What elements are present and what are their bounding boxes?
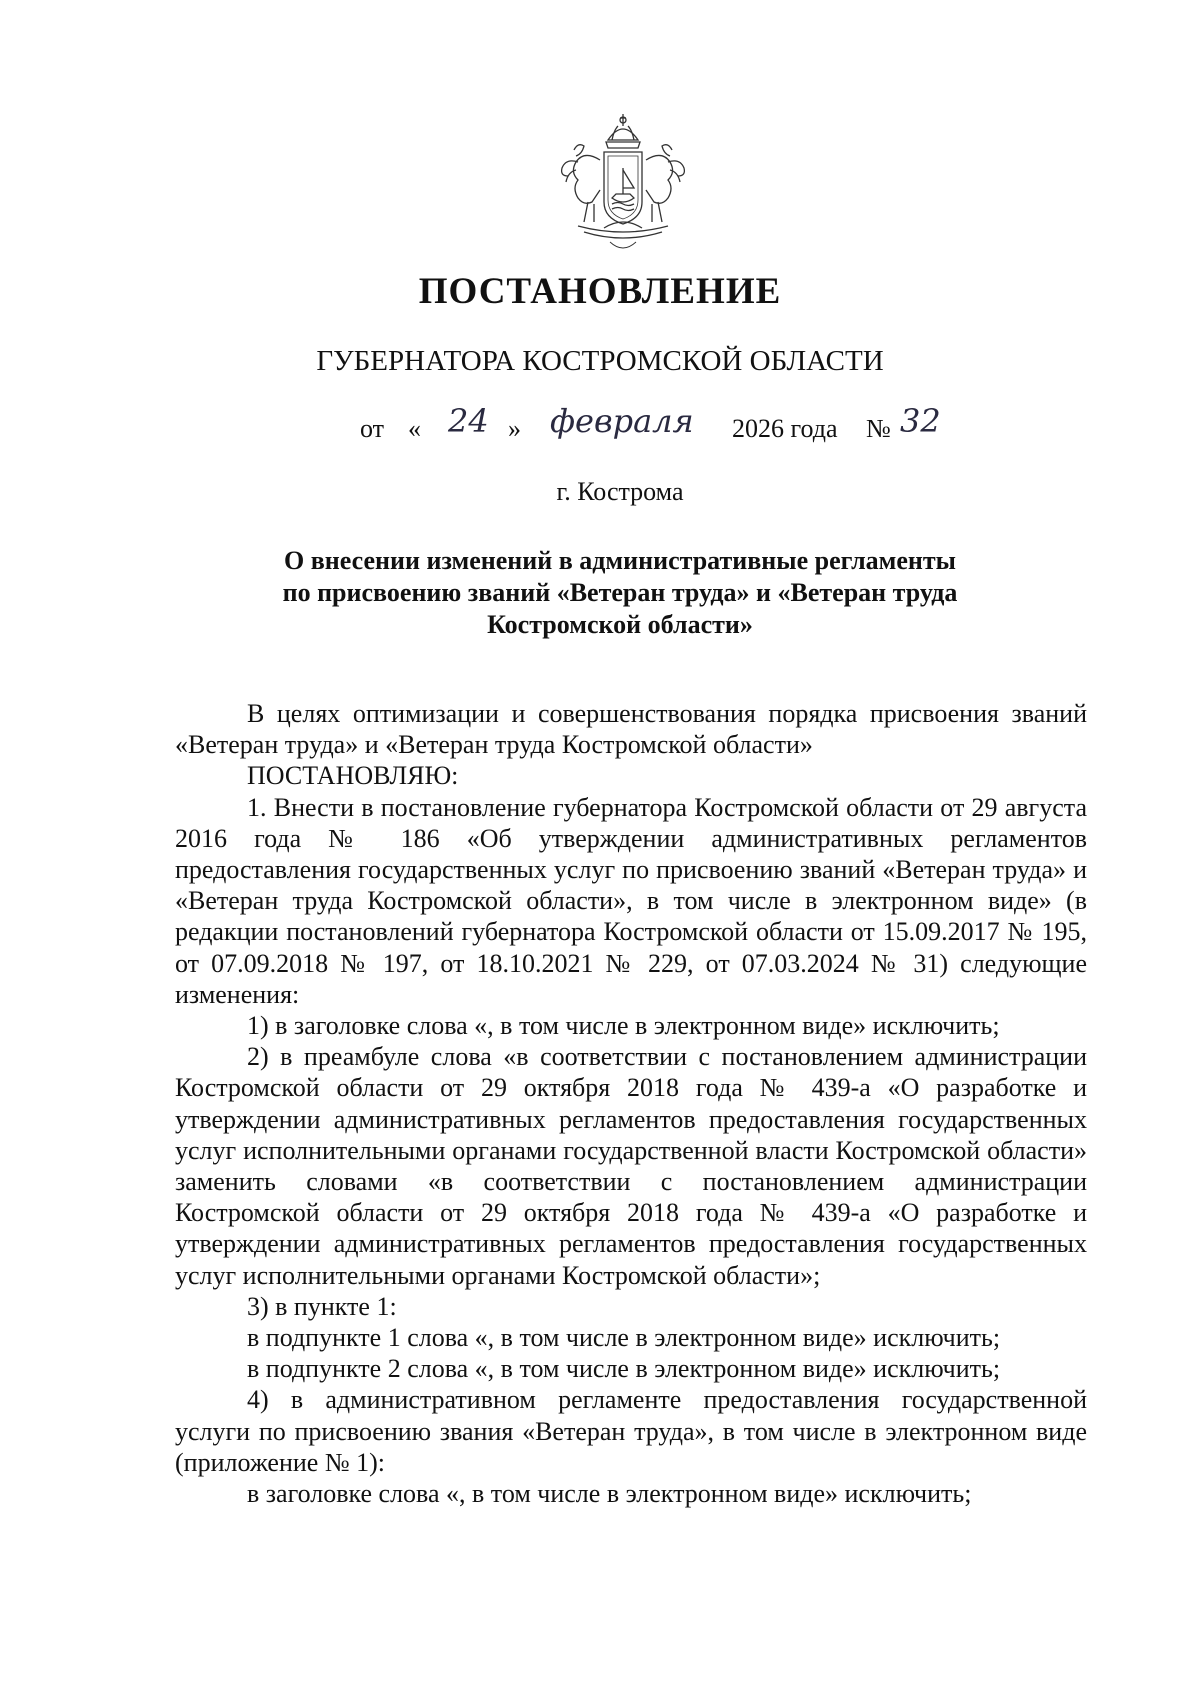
title-line: О внесении изменений в административные регламенты <box>284 546 956 575</box>
issuing-authority: ГУБЕРНАТОРА КОСТРОМСКОЙ ОБЛАСТИ <box>316 345 884 377</box>
date-close-quote: » <box>508 414 521 443</box>
kostroma-coat-of-arms-icon <box>548 110 698 260</box>
subclause-3-item-1: в подпункте 1 слова «, в том числе в электронном виде» исключить; <box>247 1323 1001 1353</box>
date-year: 2026 года <box>732 414 838 443</box>
resolve-word: ПОСТАНОВЛЯЮ: <box>247 761 459 791</box>
handwritten-day: 24 <box>448 402 489 440</box>
document-body <box>175 698 1087 1509</box>
handwritten-number: 32 <box>900 402 941 440</box>
clause-1: 1. Внести в постановление губернатора Костромской области от 29 августа 2016 года № 186 «Об утверждении административных регламентов предоставления государственных услуг по присвоению званий «Ветеран труда» и «Ветеран труда Костромской области», в том числе в электронном виде» (в редакции постановлений губернатора Костромской области от 15.09.2017 № 195, от 07.09.2018 № 197, от 18.10.2021 № 229, от 07.03.2024 № 31) следующие изменения: <box>175 792 1087 1009</box>
subclause-4: 4) в административном регламенте предоставления государственной услуги по присвоению звания «Ветеран труда», в том числе в электронном виде (приложение № 1): <box>175 1385 1087 1477</box>
preamble-paragraph: В целях оптимизации и совершенствования порядка присвоения званий «Ветеран труда» и «Ветеран труда Костромской области» <box>175 699 1087 760</box>
document-type-heading: ПОСТАНОВЛЕНИЕ <box>418 271 782 312</box>
handwritten-month: февраля <box>550 402 694 440</box>
resolution-title <box>230 545 1010 641</box>
date-open-quote: « <box>408 414 421 443</box>
number-sign: № <box>866 414 891 443</box>
subclause-1: 1) в заголовке слова «, в том числе в электронном виде» исключить; <box>247 1011 1000 1041</box>
subclause-2: 2) в преамбуле слова «в соответствии с постановлением администрации Костромской области от 29 октября 2018 года № 439-а «О разработке и утверждении административных регламентов предоставления государственных услуг исполнительными органами государственной власти Костромской области» заменить словами «в соответствии с постановлением администрации Костромской области от 29 октября 2018 года № 439-а «О разработке и утверждении административных регламентов предоставления государственных услуг исполнительными органами Костромской области»; <box>175 1042 1087 1290</box>
title-line: по присвоению званий «Ветеран труда» и «Ветеран труда <box>282 578 958 607</box>
date-number-line <box>360 400 960 460</box>
subclause-3-item-2: в подпункте 2 слова «, в том числе в электронном виде» исключить; <box>247 1354 1001 1384</box>
date-prefix: от <box>360 414 385 443</box>
place-of-issue: г. Кострома <box>556 477 684 506</box>
subclause-4-item-1: в заголовке слова «, в том числе в электронном виде» исключить; <box>247 1479 972 1509</box>
subclause-3: 3) в пункте 1: <box>247 1291 397 1321</box>
title-line: Костромской области» <box>487 610 753 639</box>
